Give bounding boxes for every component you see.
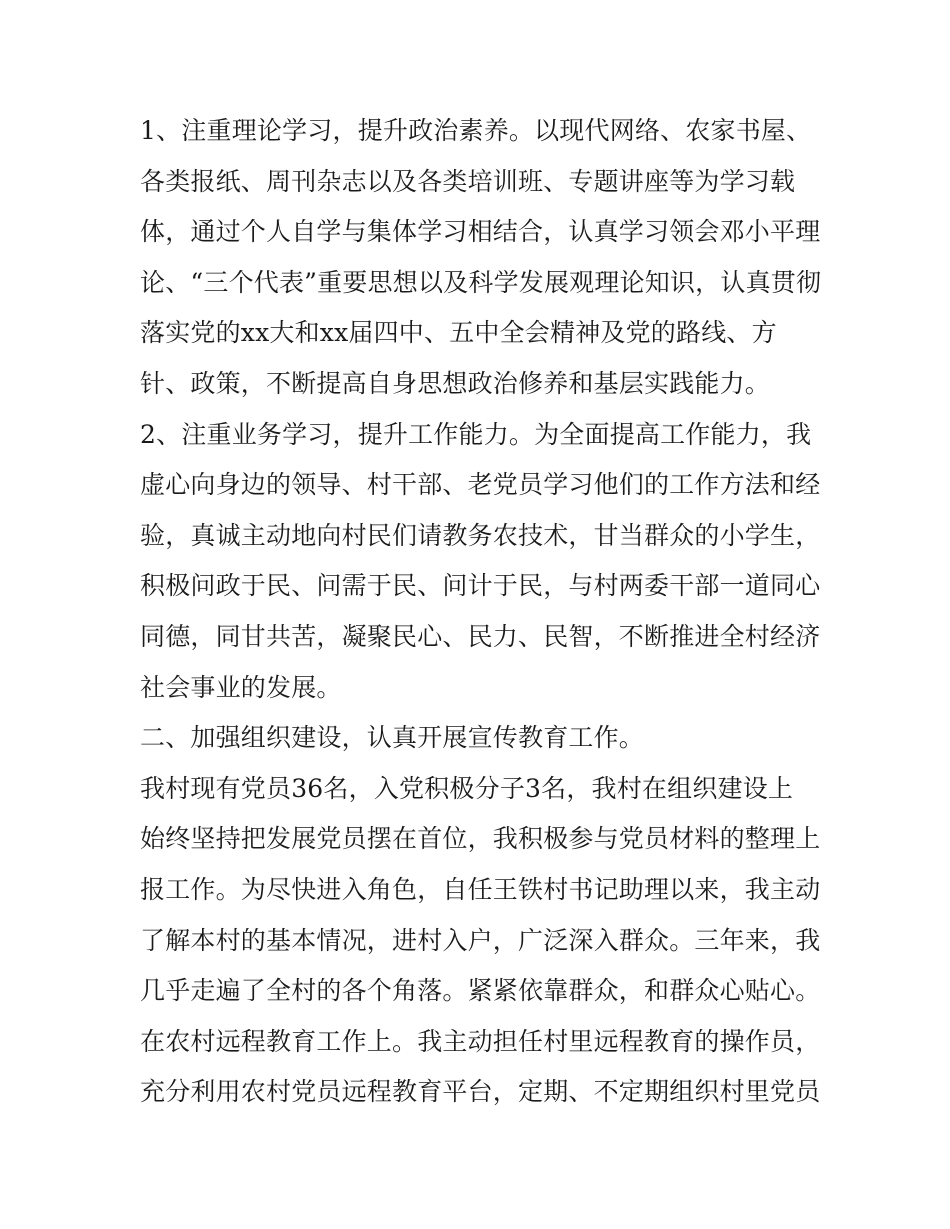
text-line: 了解本村的基本情况，进村入户，广泛深入群众。三年来，我: [140, 925, 821, 955]
section-heading: 二、加强组织建设，认真开展宣传教育工作。: [140, 723, 645, 753]
text-line: 同德，同甘共苦，凝聚民心、民力、民智，不断推进全村经济: [140, 621, 821, 651]
text-line: 积极问政于民、问需于民、问计于民，与村两委干部一道同心: [140, 571, 821, 601]
text-line: 几乎走遍了全村的各个角落。紧紧依靠群众，和群众心贴心。: [140, 976, 821, 1006]
text-line: 报工作。为尽快进入角色，自任王铁村书记助理以来，我主动: [140, 874, 821, 904]
text-line: 验，真诚主动地向村民们请教务农技术，甘当群众的小学生，: [140, 520, 821, 550]
text-line: 论、“三个代表”重要思想以及科学发展观理论知识，认真贯彻: [140, 267, 822, 297]
text-line: 充分利用农村党员远程教育平台，定期、不定期组织村里党员: [140, 1077, 821, 1107]
text-line: 各类报纸、周刊杂志以及各类培训班、专题讲座等为学习载: [140, 166, 796, 196]
text-line: 1、注重理论学习，提升政治素养。以现代网络、农家书屋、: [140, 116, 812, 145]
text-line: 落实党的xx大和xx届四中、五中全会精神及党的路线、方: [140, 318, 777, 348]
text-line: 我村现有党员36名，入党积极分子3名，我村在组织建设上: [140, 773, 794, 803]
document-body: [140, 106, 820, 1118]
text-line: 体，通过个人自学与集体学习相结合，认真学习领会邓小平理: [140, 217, 821, 247]
text-line: 社会事业的发展。: [140, 672, 342, 702]
text-line: 始终坚持把发展党员摆在首位，我积极参与党员材料的整理上: [140, 824, 821, 854]
text-line: 在农村远程教育工作上。我主动担任村里远程教育的操作员，: [140, 1026, 821, 1056]
text-line: 虚心向身边的领导、村干部、老党员学习他们的工作方法和经: [140, 470, 821, 500]
text-line: 2、注重业务学习，提升工作能力。为全面提高工作能力，我: [140, 419, 812, 449]
text-line: 针、政策，不断提高自身思想政治修养和基层实践能力。: [140, 368, 771, 398]
